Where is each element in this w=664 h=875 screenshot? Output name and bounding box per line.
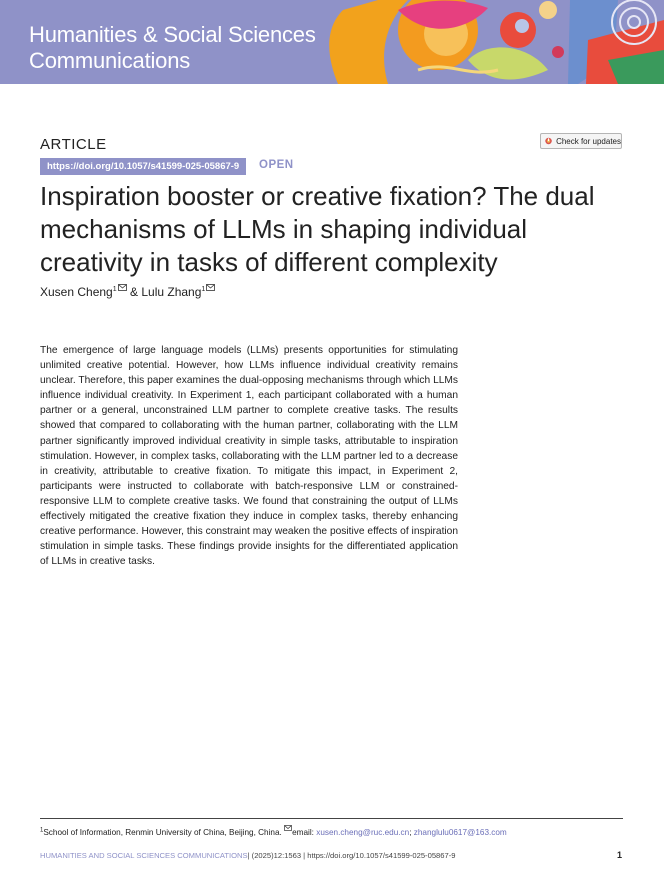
journal-title-line2: Communications [29,48,191,73]
author-affil-mark: 1 [201,286,206,293]
author-name[interactable]: Xusen Cheng [40,285,113,299]
footnote-divider [40,818,623,819]
email-link-2[interactable]: zhanglulu0617@163.com [413,828,507,837]
affil-number: 1 [40,827,44,834]
open-access-label: OPEN [259,159,294,171]
mail-icon [284,825,292,831]
banner-artwork [318,0,664,84]
footer-citation: | (2025)12:1563 | https://doi.org/10.1057/s41599-025-05867-9 [247,851,456,860]
email-label: email: [292,828,314,837]
author-separator: & [129,285,138,299]
author-affil-mark: 1 [112,286,117,293]
footer-journal-name: HUMANITIES AND SOCIAL SCIENCES COMMUNICATIONS [40,851,248,860]
email-separator: ; [409,828,412,837]
abstract: The emergence of large language models (LLMs) presents opportunities for stimulating unlimited creative potential. However, how LLMs influence individual creativity remains unclear. Therefore, this paper examines the dual-opposing mechanisms through which LLMs influence individual creativity. In Experiment 1, each participant collaborated with a human partner or a general, unconstrained LLM partner to complete creative tasks. The results showed that compared to collaborating with the human partner, collaborating with the LLM partner significantly improved individual creativity in simple tasks, attributable to inspiration stimulation. However, in complex tasks, collaborating with the LLM partner led to a decrease in creativity, attributable to creative fixation. To mitigate this impact, in Experiment 2, participants were instructed to collaborate with batch-responsive LLM or constrained-responsive LLM to complete creative tasks. We found that constraining the output of LLMs effectively mitigated the creative fixation they induce in complex tasks, thereby enhancing creative performance. However, this constraint may weaken the positive effects of inspiration stimulation in simple tasks. These findings provide insights for the differentiated application of LLMs in creative tasks. [40,345,458,568]
journal-title-line1: Humanities & Social Sciences [29,22,316,47]
affiliation-text: School of Information, Renmin University of China, Beijing, China. [43,828,282,837]
doi-link[interactable]: https://doi.org/10.1057/s41599-025-05867-9 [40,158,246,175]
mail-icon[interactable] [118,284,127,291]
author-list [40,284,215,299]
mail-icon[interactable] [206,284,215,291]
email-link-1[interactable]: xusen.cheng@ruc.edu.cn [316,828,410,837]
check-updates-icon [545,136,552,146]
affiliation-footnote [40,825,507,837]
journal-title[interactable] [29,22,316,74]
article-type-label: ARTICLE [40,136,107,153]
check-for-updates-button[interactable] [540,133,622,149]
check-for-updates-label: Check for updates [556,136,621,146]
page-footer [40,851,455,860]
page-number: 1 [617,850,623,860]
journal-banner [0,0,664,84]
article-title: Inspiration booster or creative fixation? The dual mechanisms of LLMs in shaping individual creativity in tasks of different complexity [40,181,595,277]
author-name[interactable]: Lulu Zhang [141,285,202,299]
